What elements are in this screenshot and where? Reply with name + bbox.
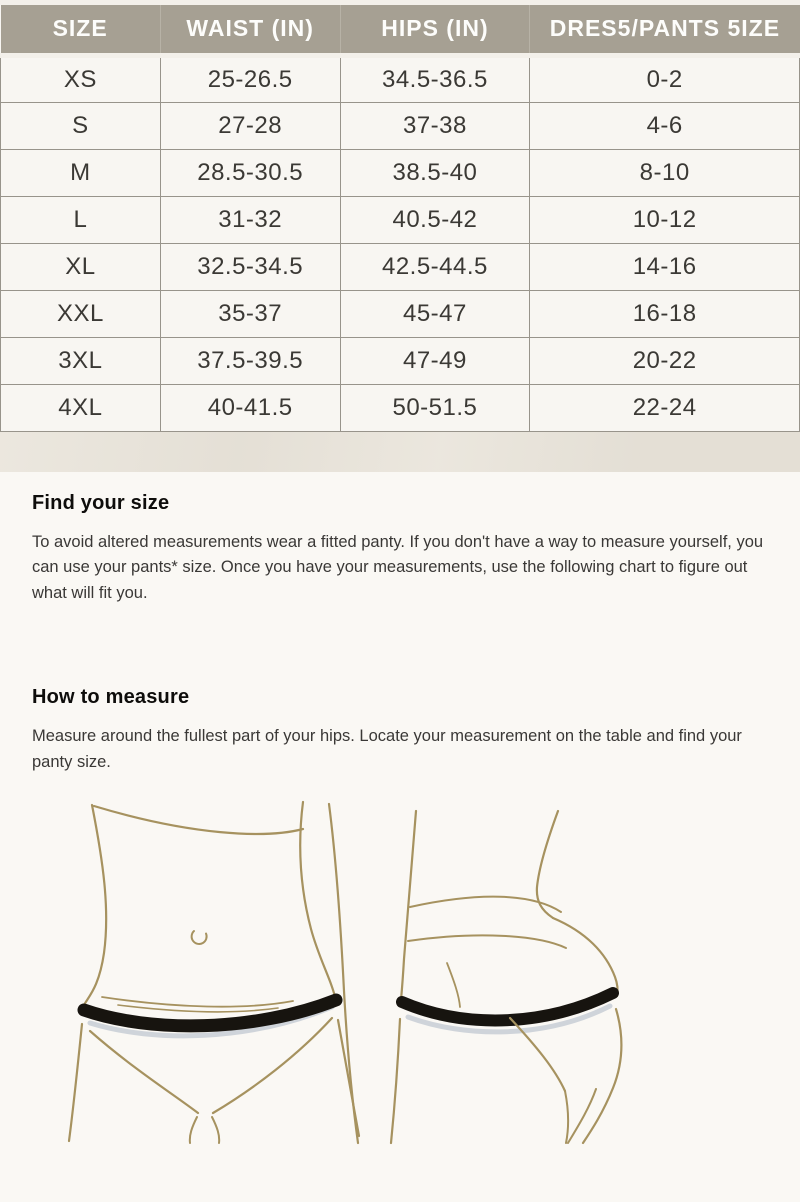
front-measuring-band [84, 1000, 336, 1026]
cell-dress: 4-6 [530, 102, 800, 149]
cell-hips: 37-38 [340, 102, 530, 149]
front-left-leg-line [69, 1024, 82, 1141]
find-your-size-text: To avoid altered measurements wear a fitted panty. If you don't have a way to measure yourself, you can use your pants* size. Once you have your measurements, use the following chart to figure out what will fit you. [32, 532, 764, 602]
cell-waist: 37.5-39.5 [160, 337, 340, 384]
hip-measurement-illustration [40, 791, 760, 1163]
cell-waist: 32.5-34.5 [160, 243, 340, 290]
cell-waist: 31-32 [160, 196, 340, 243]
col-header-hips: HIPS (IN) [340, 5, 530, 55]
cell-waist: 40-41.5 [160, 384, 340, 431]
table-row [1, 196, 800, 243]
table-row [1, 384, 800, 431]
cell-dress: 16-18 [530, 290, 800, 337]
cell-waist: 25-26.5 [160, 55, 340, 102]
cell-size: XXL [1, 290, 161, 337]
cell-size: XL [1, 243, 161, 290]
cell-dress: 20-22 [530, 337, 800, 384]
cell-hips: 34.5-36.5 [340, 55, 530, 102]
cell-waist: 28.5-30.5 [160, 149, 340, 196]
size-chart-table-wrap [0, 0, 800, 432]
back-buttock-outer-contour [553, 918, 618, 996]
table-row [1, 55, 800, 102]
back-waist-line-2 [408, 936, 566, 949]
cell-size: XS [1, 55, 161, 102]
front-waist-top-line [94, 806, 303, 834]
col-header-dress-pants-size: DRES5/PANTS 5IZE [530, 5, 800, 55]
cell-dress: 14-16 [530, 243, 800, 290]
front-crotch-right-line [212, 1117, 219, 1143]
front-outer-right-line [329, 804, 358, 1143]
front-panty-left-edge [90, 1031, 198, 1113]
back-inner-leg-line-1 [565, 1091, 568, 1143]
cell-hips: 42.5-44.5 [340, 243, 530, 290]
cell-waist: 27-28 [160, 102, 340, 149]
back-figure-illustration [391, 811, 621, 1143]
cell-size: L [1, 196, 161, 243]
cell-waist: 35-37 [160, 290, 340, 337]
cell-dress: 8-10 [530, 149, 800, 196]
how-to-measure-heading: How to measure [32, 686, 190, 709]
size-chart-header-row [1, 5, 800, 55]
back-right-leg-line [583, 1009, 621, 1143]
cell-hips: 50-51.5 [340, 384, 530, 431]
back-inner-leg-line-2 [568, 1089, 596, 1143]
table-row [1, 102, 800, 149]
col-header-size: SIZE [1, 5, 161, 55]
table-row [1, 243, 800, 290]
find-your-size-section [0, 472, 800, 776]
cell-size: M [1, 149, 161, 196]
front-right-silhouette-line [300, 802, 336, 1001]
col-header-waist: WAIST (IN) [160, 5, 340, 55]
size-chart-table [0, 5, 800, 432]
cell-size: 3XL [1, 337, 161, 384]
back-left-leg-line [391, 1019, 400, 1143]
cell-hips: 40.5-42 [340, 196, 530, 243]
navel-icon [192, 931, 207, 944]
cell-size: S [1, 102, 161, 149]
cell-hips: 45-47 [340, 290, 530, 337]
measurement-illustrations [40, 791, 800, 1163]
cell-size: 4XL [1, 384, 161, 431]
cell-hips: 47-49 [340, 337, 530, 384]
how-to-measure-text: Measure around the fullest part of your hips. Locate your measurement on the table and find your panty size. [32, 727, 742, 771]
cell-hips: 38.5-40 [340, 149, 530, 196]
table-row [1, 290, 800, 337]
cell-dress: 0-2 [530, 55, 800, 102]
front-left-silhouette-line [84, 805, 106, 1005]
front-crotch-left-line [190, 1117, 197, 1143]
cell-dress: 10-12 [530, 196, 800, 243]
table-row [1, 337, 800, 384]
front-hip-crease-line-1 [102, 997, 293, 1007]
back-buttock-crease-line [447, 963, 460, 1007]
find-your-size-heading: Find your size [32, 491, 170, 514]
divider-strip [0, 432, 800, 472]
table-row [1, 149, 800, 196]
cell-dress: 22-24 [530, 384, 800, 431]
front-figure-illustration [69, 802, 359, 1143]
